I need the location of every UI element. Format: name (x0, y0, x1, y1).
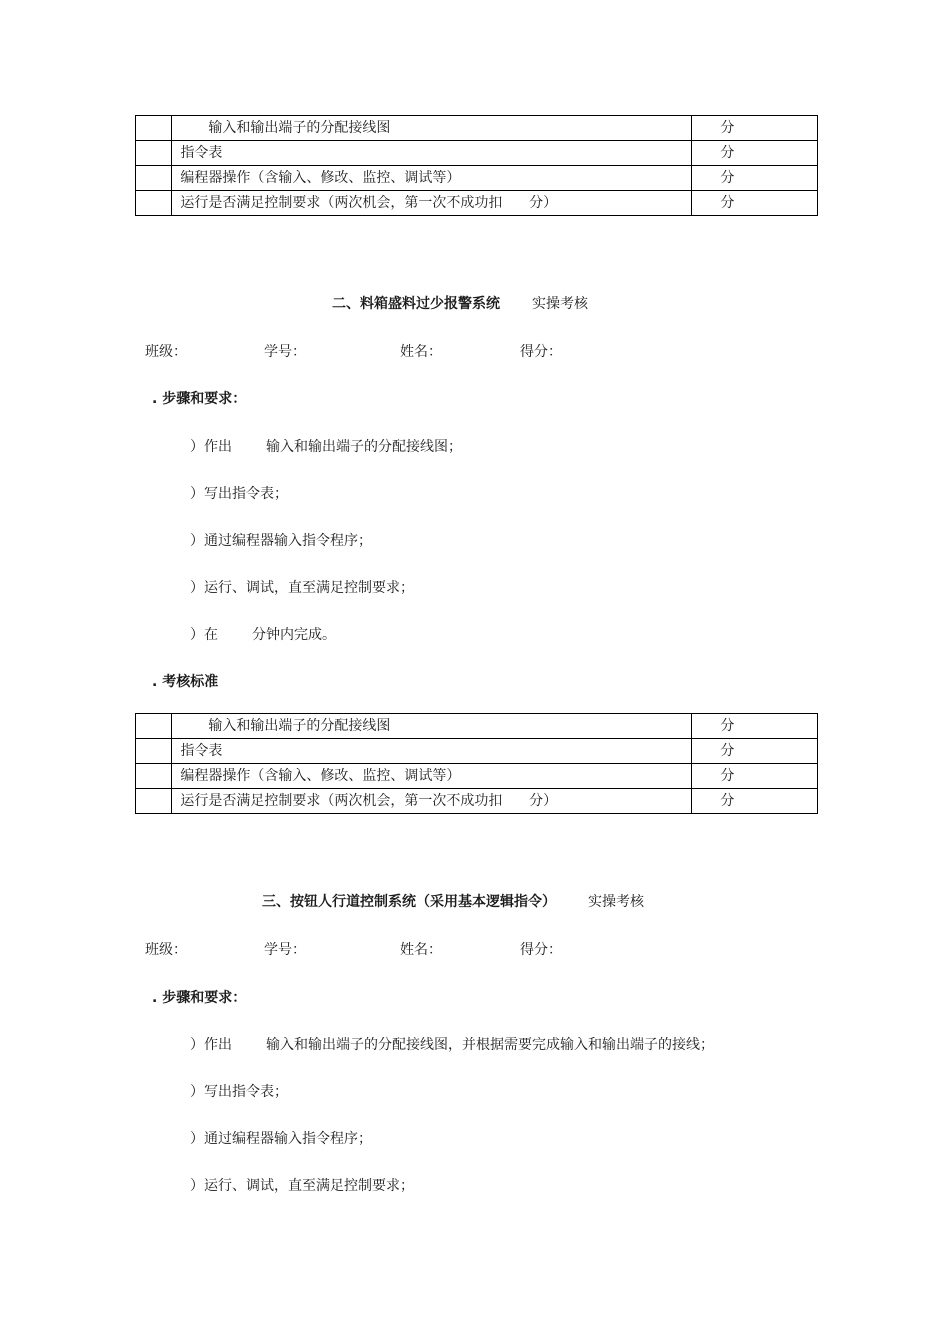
table-row (136, 789, 818, 814)
student-id-label: 学号： (264, 344, 306, 360)
criteria-heading-2: . 考核标准 (152, 674, 219, 690)
name-label: 姓名： (400, 942, 442, 958)
row-score: 分 (692, 191, 818, 216)
steps-heading-2: . 步骤和要求： (152, 391, 247, 407)
table-row (136, 116, 818, 141)
table-row (136, 714, 818, 739)
row-number (136, 764, 172, 789)
row-number (136, 116, 172, 141)
score-label: 得分： (520, 344, 562, 360)
row-score: 分 (692, 739, 818, 764)
step-item: ）作出 输入和输出端子的分配接线图； (190, 439, 462, 455)
score-label: 得分： (520, 942, 562, 958)
row-number (136, 739, 172, 764)
section-3-title-text: 三、按钮人行道控制系统（采用基本逻辑指令） (262, 894, 556, 910)
row-score: 分 (692, 141, 818, 166)
row-number (136, 714, 172, 739)
row-number (136, 789, 172, 814)
score-table-2 (135, 713, 818, 814)
step-item: ）写出指令表； (190, 486, 288, 502)
row-item: 指令表 (172, 739, 692, 764)
class-label: 班级： (145, 942, 187, 958)
table-row (136, 166, 818, 191)
step-item: ）通过编程器输入指令程序； (190, 533, 372, 549)
row-item: 指令表 (172, 141, 692, 166)
student-id-label: 学号： (264, 942, 306, 958)
row-score: 分 (692, 116, 818, 141)
step-item: ）运行、调试，直至满足控制要求； (190, 580, 414, 596)
name-label: 姓名： (400, 344, 442, 360)
row-score: 分 (692, 166, 818, 191)
row-item: 编程器操作（含输入、修改、监控、调试等） (172, 166, 692, 191)
class-label: 班级： (145, 344, 187, 360)
section-3-title (262, 891, 644, 911)
row-item: 编程器操作（含输入、修改、监控、调试等） (172, 764, 692, 789)
table-row (136, 764, 818, 789)
section-2-subtitle: 实操考核 (532, 296, 588, 312)
table-row (136, 141, 818, 166)
row-number (136, 191, 172, 216)
row-item: 输入和输出端子的分配接线图 (172, 116, 692, 141)
table-row (136, 739, 818, 764)
row-item: 输入和输出端子的分配接线图 (172, 714, 692, 739)
steps-heading-3: . 步骤和要求： (152, 990, 247, 1006)
row-score: 分 (692, 714, 818, 739)
score-table-1 (135, 115, 818, 216)
row-number (136, 141, 172, 166)
step-item: ）作出 输入和输出端子的分配接线图，并根据需要完成输入和输出端子的接线； (190, 1037, 714, 1053)
row-item: 运行是否满足控制要求（两次机会，第一次不成功扣 分） (172, 191, 692, 216)
step-item: ）在 分钟内完成。 (190, 627, 336, 643)
row-item: 运行是否满足控制要求（两次机会，第一次不成功扣 分） (172, 789, 692, 814)
step-item: ）运行、调试，直至满足控制要求； (190, 1178, 414, 1194)
section-3-subtitle: 实操考核 (588, 894, 644, 910)
row-number (136, 166, 172, 191)
row-score: 分 (692, 764, 818, 789)
table-row (136, 191, 818, 216)
section-2-title (332, 293, 588, 313)
section-2-title-text: 二、料箱盛料过少报警系统 (332, 296, 500, 312)
row-score: 分 (692, 789, 818, 814)
step-item: ）通过编程器输入指令程序； (190, 1131, 372, 1147)
step-item: ）写出指令表； (190, 1084, 288, 1100)
